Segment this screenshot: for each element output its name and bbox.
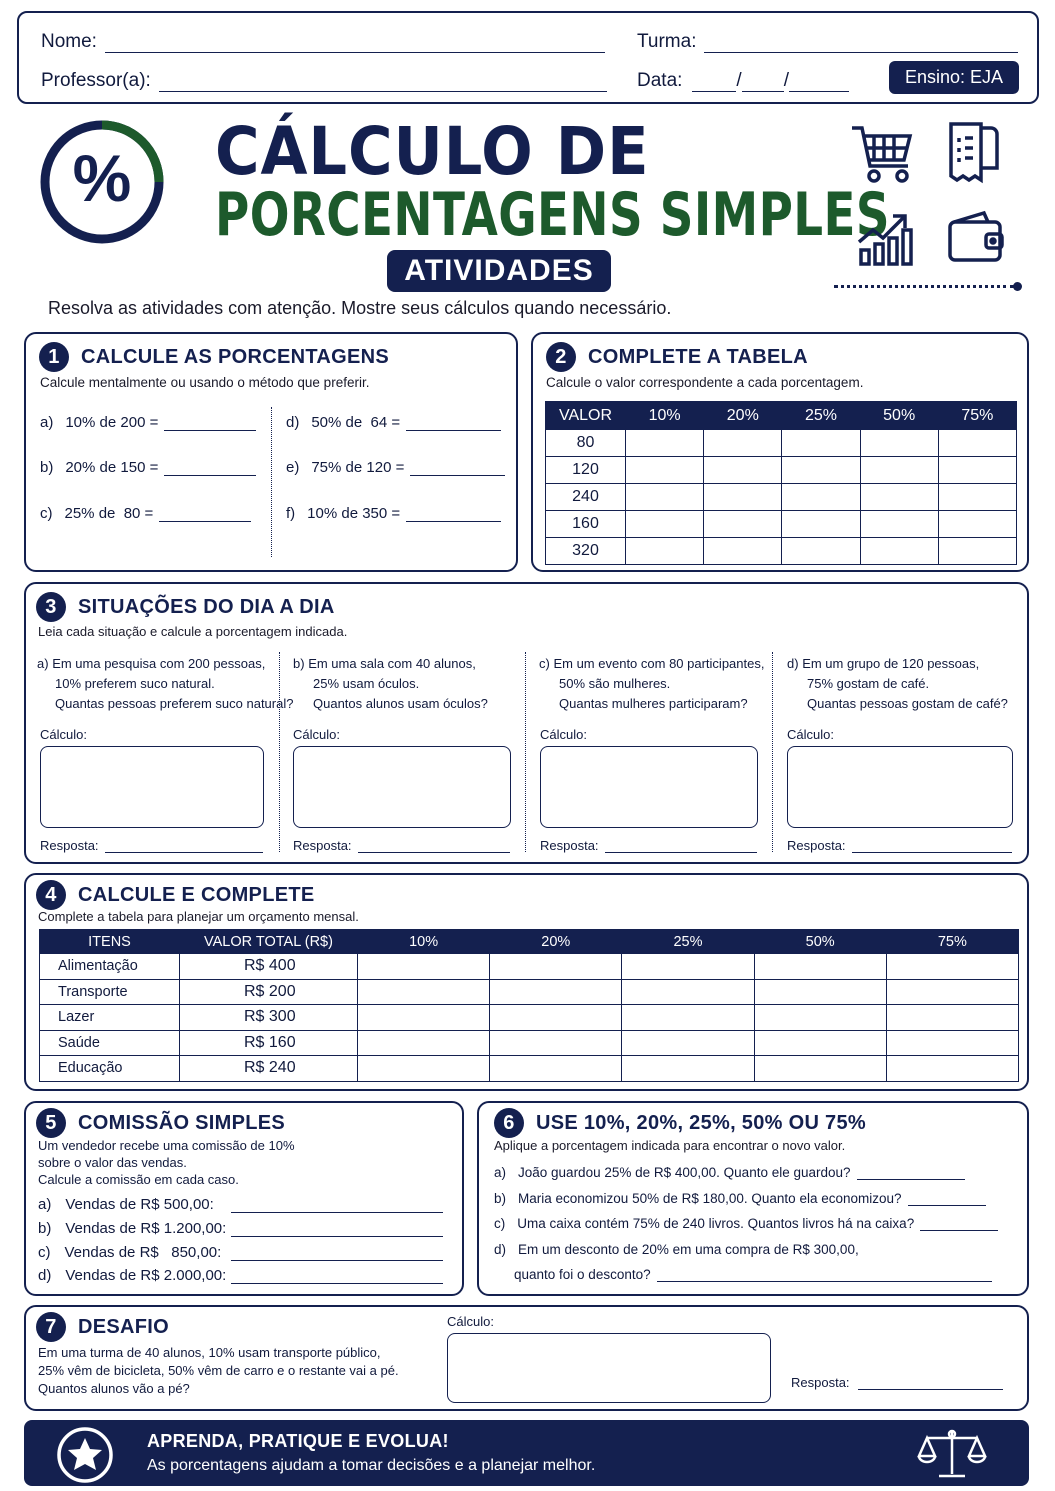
footer-banner <box>24 1420 1029 1486</box>
teacher-label: Professor(a): <box>41 70 151 91</box>
situation-item: c) Em um evento com 80 participantes, 50% são mulheres. Quantas mulheres participaram? <box>539 656 765 711</box>
answer-line[interactable] <box>857 1168 965 1180</box>
calc-label: Cálculo: <box>447 1314 494 1329</box>
table-row: Alimentação R$ 400 <box>40 954 1019 980</box>
section-title: SITUAÇÕES DO DIA A DIA <box>78 595 335 618</box>
table-row: Educação R$ 240 <box>40 1056 1019 1082</box>
section-1 <box>24 332 518 572</box>
column-divider <box>525 652 526 852</box>
problem-item: a) João guardou 25% de R$ 400,00. Quanto ele guardou? <box>494 1165 965 1180</box>
growth-chart-icon <box>855 208 915 273</box>
answer-line[interactable] <box>920 1219 998 1231</box>
shopping-cart-icon <box>850 122 916 193</box>
footer-title: APRENDA, PRATIQUE E EVOLUA! <box>147 1431 449 1451</box>
exercise-item: c) 25% de 80 = <box>40 505 251 522</box>
situation-item: d) Em um grupo de 120 pessoas, 75% gostam de café. Quantas pessoas gostam de café? <box>787 656 1008 711</box>
section-number: 5 <box>36 1108 66 1138</box>
col-header: ITENS <box>40 930 180 954</box>
col-header: 10% <box>358 930 490 954</box>
answer-line[interactable] <box>406 508 501 522</box>
section-title: COMISSÃO SIMPLES <box>78 1111 286 1134</box>
section-number: 6 <box>494 1108 524 1138</box>
answer-line[interactable] <box>164 462 256 476</box>
section-title: DESAFIO <box>78 1315 169 1338</box>
situation-item: a) Em uma pesquisa com 200 pessoas, 10% preferem suco natural. Quantas pessoas preferem suco natural? <box>37 656 294 711</box>
calc-label: Cálculo: <box>293 727 340 742</box>
section-3 <box>24 582 1029 864</box>
section-subtitle: Complete a tabela para planejar um orçamento mensal. <box>38 909 359 924</box>
col-header: 25% <box>782 402 860 430</box>
section-number: 7 <box>36 1312 66 1342</box>
answer-row: Resposta: <box>791 1375 1003 1390</box>
section-title: CALCULE E COMPLETE <box>78 883 315 906</box>
section-subtitle: Leia cada situação e calcule a porcentagem indicada. <box>38 624 348 639</box>
section-subtitle: Calcule mentalmente ou usando o método que preferir. <box>40 375 370 390</box>
instruction-text: Resolva as atividades com atenção. Mostre seus cálculos quando necessário. <box>48 298 672 318</box>
class-field[interactable] <box>704 33 1018 53</box>
divider-dot <box>1013 282 1022 291</box>
table-row: 320 <box>546 538 1017 565</box>
section-subtitle: Calcule o valor correspondente a cada porcentagem. <box>546 375 864 390</box>
date-day-field[interactable] <box>692 72 736 92</box>
section-6 <box>477 1101 1029 1296</box>
commission-item: b) Vendas de R$ 1.200,00: <box>38 1220 443 1237</box>
date-sep: / <box>783 70 789 91</box>
section-number: 4 <box>36 880 66 910</box>
col-header: 20% <box>704 402 782 430</box>
section-title: USE 10%, 20%, 25%, 50% OU 75% <box>536 1111 866 1134</box>
dotted-divider <box>834 285 1014 288</box>
receipt-icon <box>945 120 1001 189</box>
exercise-item: d) 50% de 64 = <box>286 414 501 431</box>
calc-label: Cálculo: <box>540 727 587 742</box>
calc-box[interactable] <box>787 746 1013 828</box>
answer-line[interactable] <box>164 417 256 431</box>
col-header: 25% <box>622 930 754 954</box>
section-7 <box>24 1305 1029 1411</box>
challenge-text: Em uma turma de 40 alunos, 10% usam transporte público, 25% vêm de bicicleta, 50% vêm de carro e o restante vai a pé. Quantos alunos vão a pé? <box>38 1345 399 1396</box>
table-row: Lazer R$ 300 <box>40 1005 1019 1031</box>
commission-item: c) Vendas de R$ 850,00: <box>38 1244 443 1261</box>
table-row: 160 <box>546 511 1017 538</box>
date-month-field[interactable] <box>742 72 784 92</box>
table-row: 80 <box>546 430 1017 457</box>
answer-line[interactable] <box>605 841 757 853</box>
level-badge: Ensino: EJA <box>889 61 1019 94</box>
section-title: CALCULE AS PORCENTAGENS <box>81 345 390 368</box>
exercise-item: b) 20% de 150 = <box>40 459 256 476</box>
section-2 <box>531 332 1029 572</box>
col-header: VALOR TOTAL (R$) <box>180 930 358 954</box>
problem-item: d) Em um desconto de 20% em uma compra de R$ 300,00, <box>494 1242 859 1257</box>
calc-box[interactable] <box>540 746 758 828</box>
name-field[interactable] <box>105 33 605 53</box>
col-header: 75% <box>938 402 1016 430</box>
percent-icon <box>38 118 166 246</box>
answer-row: Resposta: <box>787 838 1012 853</box>
section-number: 2 <box>546 342 576 372</box>
answer-line[interactable] <box>858 1378 1003 1390</box>
table-row: 240 <box>546 484 1017 511</box>
col-header: 50% <box>860 402 938 430</box>
title-line-2: PORCENTAGENS SIMPLES <box>215 180 890 250</box>
calc-box[interactable] <box>293 746 511 828</box>
problem-item: b) Maria economizou 50% de R$ 180,00. Quanto ela economizou? <box>494 1191 986 1206</box>
class-label: Turma: <box>637 31 697 52</box>
table-row: Transporte R$ 200 <box>40 979 1019 1005</box>
answer-line[interactable] <box>231 1247 444 1261</box>
date-year-field[interactable] <box>789 72 849 92</box>
column-divider <box>271 407 272 557</box>
date-sep: / <box>736 70 742 91</box>
answer-line[interactable] <box>231 1270 443 1284</box>
section-number: 1 <box>39 342 69 372</box>
section-4 <box>24 873 1029 1091</box>
answer-line[interactable] <box>410 462 505 476</box>
problem-item: c) Uma caixa contém 75% de 240 livros. Quantos livros há na caixa? <box>494 1216 998 1231</box>
exercise-item: f) 10% de 350 = <box>286 505 501 522</box>
column-divider <box>772 652 773 852</box>
answer-row: Resposta: <box>540 838 757 853</box>
activities-badge: ATIVIDADES <box>387 250 611 292</box>
col-header: 20% <box>490 930 622 954</box>
commission-item: d) Vendas de R$ 2.000,00: <box>38 1267 443 1284</box>
name-label: Nome: <box>41 31 97 52</box>
answer-line[interactable] <box>231 1223 443 1237</box>
percentage-table <box>545 401 1017 565</box>
calc-label: Cálculo: <box>787 727 834 742</box>
budget-table <box>39 929 1019 1082</box>
exercise-item: e) 75% de 120 = <box>286 459 505 476</box>
exercise-item: a) 10% de 200 = <box>40 414 256 431</box>
wallet-icon <box>946 210 1006 269</box>
title-line-1: CÁLCULO DE <box>215 113 650 190</box>
answer-line[interactable] <box>852 841 1012 853</box>
calc-box[interactable] <box>447 1333 771 1403</box>
col-header: 10% <box>626 402 704 430</box>
answer-row: Resposta: <box>40 838 263 853</box>
answer-row: Resposta: <box>293 838 510 853</box>
answer-line[interactable] <box>231 1199 443 1213</box>
answer-line[interactable] <box>908 1194 986 1206</box>
answer-line[interactable] <box>358 841 510 853</box>
answer-line[interactable] <box>406 417 501 431</box>
table-row: 120 <box>546 457 1017 484</box>
header-form <box>17 11 1039 104</box>
table-row: Saúde R$ 160 <box>40 1030 1019 1056</box>
situation-item: b) Em uma sala com 40 alunos, 25% usam óculos. Quantos alunos usam óculos? <box>293 656 488 711</box>
star-icon <box>56 1426 114 1489</box>
percent-symbol: % <box>72 141 132 215</box>
commission-item: a) Vendas de R$ 500,00: <box>38 1196 443 1213</box>
section-number: 3 <box>36 592 66 622</box>
problem-item-cont: quanto foi o desconto? <box>514 1267 992 1282</box>
col-header: VALOR <box>546 402 626 430</box>
answer-line[interactable] <box>105 841 263 853</box>
section-subtitle: Aplique a porcentagem indicada para encontrar o novo valor. <box>494 1138 846 1153</box>
footer-text: As porcentagens ajudam a tomar decisões e a planejar melhor. <box>147 1457 596 1474</box>
section-5 <box>24 1101 464 1296</box>
scales-icon <box>917 1428 987 1485</box>
calc-box[interactable] <box>40 746 264 828</box>
date-label: Data: <box>637 70 683 91</box>
answer-line[interactable] <box>657 1270 992 1282</box>
calc-label: Cálculo: <box>40 727 87 742</box>
answer-line[interactable] <box>159 508 251 522</box>
teacher-field[interactable] <box>159 72 607 92</box>
col-header: 75% <box>886 930 1018 954</box>
section-text: Um vendedor recebe uma comissão de 10% sobre o valor das vendas. Calcule a comissão em cada caso. <box>38 1138 295 1187</box>
col-header: 50% <box>754 930 886 954</box>
section-title: COMPLETE A TABELA <box>588 345 808 368</box>
